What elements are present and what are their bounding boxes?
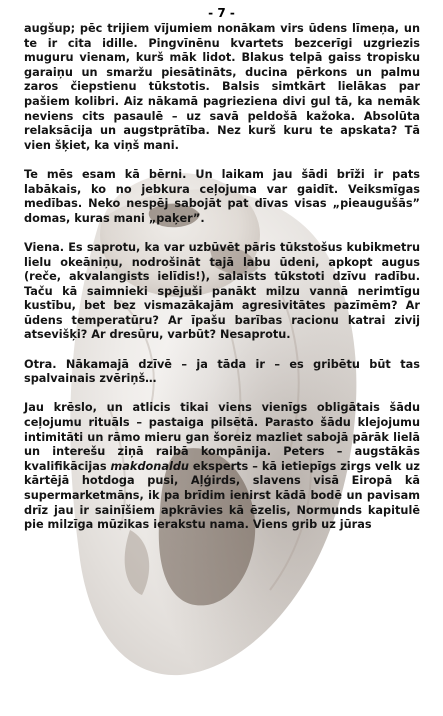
paragraph-2: Te mēs esam kā bērni. Un laikam jau šādi brīži ir pats labākais, ko no jebkura ceļojuma var gaidīt. Veiksmīgas medības. Neko nespēj sabojāt pat dīvas visas „pieaugušās” domas, kuras mani „paķer”. (24, 167, 420, 225)
paragraph-3: Viena. Es saprotu, ka var uzbūvēt pāris tūkstošus kubikmetru lielu okeāniņu, nodrošināt tajā labu ūdeni, apkopt augus (reče, akvalangists ielīdis!), salaists tūkstoti dzīvu radību. Taču kā saimnieki spējuši panākt milzu vannā nerimtīgu kustību, bet bez vismazākajām agresivitātes pazīmēm? Ar ūdens temperatūru? Ar īpašu barības racionu katrai zivij atsevišķi? Ar dresūru, varbūt? Nesaprotu. (24, 240, 420, 342)
italic-phrase: makdonaldu (110, 459, 189, 473)
article-body (24, 22, 420, 533)
page-number: - 7 - (208, 6, 235, 20)
paragraph-5: Jau krēslo, un atlicis tikai viens vienīgs obligātais šādu ceļojumu rituāls – pastaiga pilsētā. Parasto šādu klejojumu intimitāti un rāmo mieru gan šoreiz mazliet sabojā pārāk lielā un interešu ziņā raibā kompānija. Peters – augstākās kvalifikācijas makdonaldu eksperts – kā ietiepīgs zirgs velk uz kārtējā hotdoga pusi, Aļģirds, slavens visā Eiropā kā supermarketmāns, ik pa brīdim ienirst kādā bodē un pavisam drīz jau ir sainīšiem apkrāvies kā ēzelis, Normunds kapitulē pie milzīga mūzikas ierakstu nama. Viens grib uz jūras (24, 401, 420, 532)
paragraph-4: Otra. Nākamajā dzīvē – ja tāda ir – es gribētu būt tas spalvainais zvēriņš… (24, 357, 420, 386)
paragraph-1: augšup; pēc trijiem vījumiem nonākam virs ūdens līmeņa, un te ir cita idille. Pingvīnēnu kvartets bezcerīgi uzgriezis muguru vienam, kurš māk lidot. Blakus telpā gaiss tropisku garaiņu un smaržu piesātināts, ducina pērkons un palmu zaros čiepstienu tūkstotis. Balsis simtkārt lielākas par pašiem kolibri. Aiz nākamā pagrieziena divi gul tā, ka nemāk neviens cits pasaulē – uz savā peldošā kažoka. Absolūta relaksācija un augstprātība. Nez kurš kuru te apskata? Tā vien šķiet, ka viņš mani. (24, 22, 420, 152)
